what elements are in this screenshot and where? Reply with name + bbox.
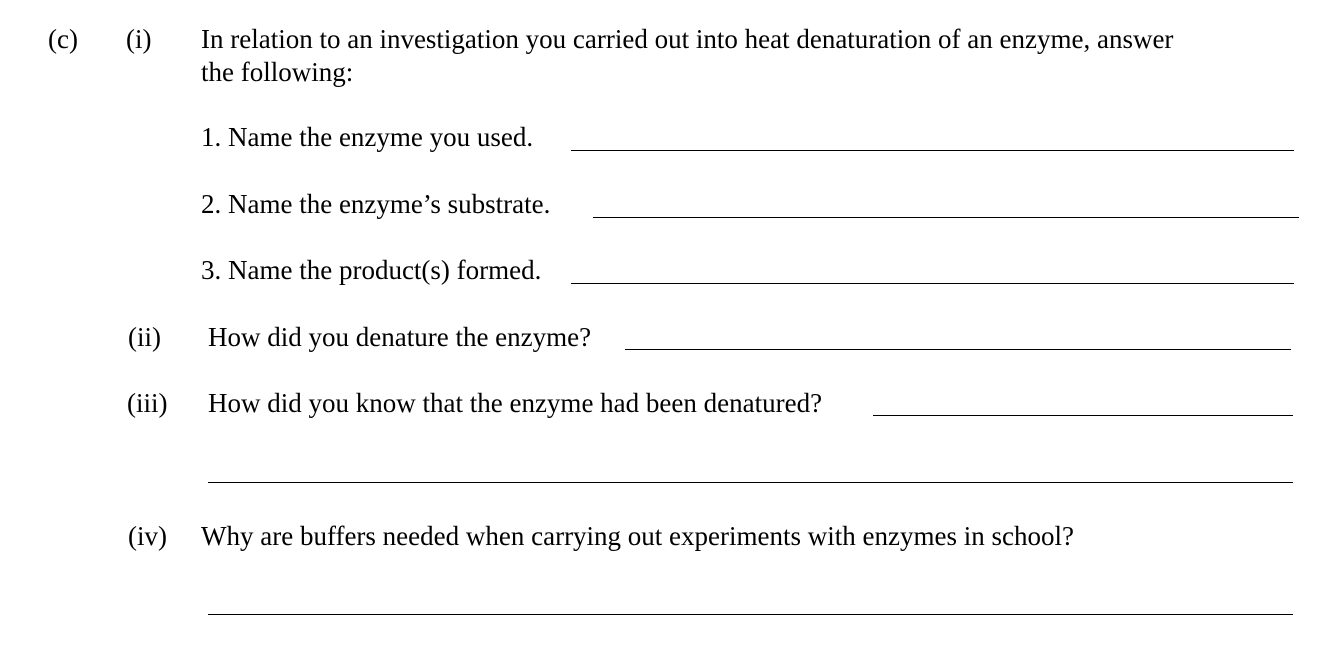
subpart-ii-label: (ii) <box>128 322 161 352</box>
subpart-iv-question: Why are buffers needed when carrying out experiments with enzymes in school? <box>201 521 1074 551</box>
subpart-ii-question: How did you denature the enzyme? <box>208 322 592 352</box>
item-2-question: 2. Name the enzyme’s substrate. <box>201 189 551 219</box>
subpart-i-intro-line1: In relation to an investigation you carried out into heat denaturation of an enzyme, answer <box>201 24 1174 54</box>
subpart-ii-answer-line[interactable] <box>625 349 1291 350</box>
item-1-question: 1. Name the enzyme you used. <box>201 122 534 152</box>
item-3-answer-line[interactable] <box>571 283 1294 284</box>
subpart-iii-answer-line-2[interactable] <box>208 482 1293 483</box>
subpart-iii-question: How did you know that the enzyme had been denatured? <box>208 388 823 418</box>
item-3-question: 3. Name the product(s) formed. <box>201 255 542 285</box>
subpart-iv-label: (iv) <box>128 521 167 551</box>
subpart-i-label: (i) <box>126 24 152 54</box>
subpart-iv-answer-line[interactable] <box>208 614 1293 615</box>
item-1-answer-line[interactable] <box>571 150 1294 151</box>
subpart-iii-label: (iii) <box>127 388 168 418</box>
item-2-answer-line[interactable] <box>593 217 1299 218</box>
subpart-i-intro-line2: the following: <box>201 57 354 87</box>
subpart-iii-answer-line-1[interactable] <box>873 415 1293 416</box>
part-label: (c) <box>48 24 78 54</box>
